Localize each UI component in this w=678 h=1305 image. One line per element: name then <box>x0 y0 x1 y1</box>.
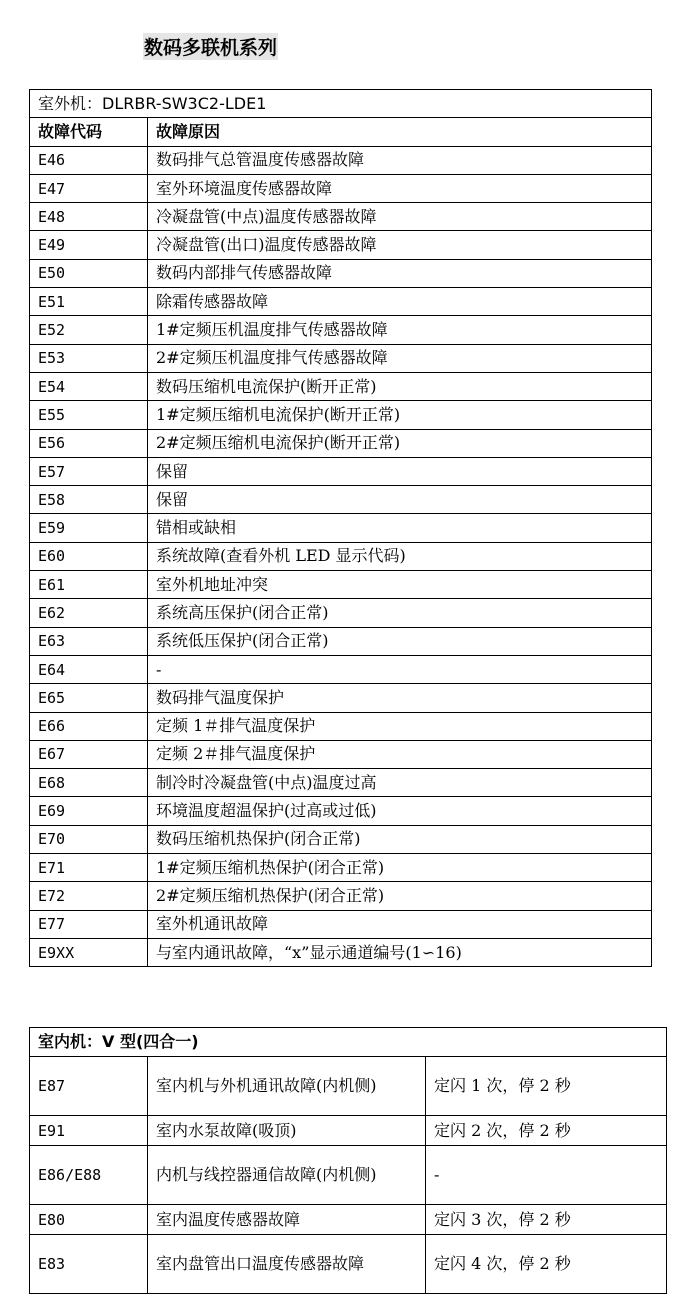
fault-code: E87 <box>30 1057 148 1116</box>
fault-cause: 制冷时冷凝盘管(中点)温度过高 <box>148 769 652 797</box>
fault-code: E83 <box>30 1235 148 1294</box>
table-row <box>30 712 652 740</box>
fault-code: E61 <box>30 571 148 599</box>
table-row <box>30 316 652 344</box>
fault-code: E86/E88 <box>30 1146 148 1205</box>
table-row <box>30 1146 667 1205</box>
fault-code: E70 <box>30 825 148 853</box>
fault-cause: 室内盘管出口温度传感器故障 <box>148 1235 426 1294</box>
fault-cause: 保留 <box>148 486 652 514</box>
table-row <box>30 769 652 797</box>
fault-cause: 室外环境温度传感器故障 <box>148 174 652 202</box>
fault-cause: 错相或缺相 <box>148 514 652 542</box>
fault-code: E58 <box>30 486 148 514</box>
table-row <box>30 571 652 599</box>
fault-cause: 1#定频压缩机热保护(闭合正常) <box>148 854 652 882</box>
fault-code: E67 <box>30 740 148 768</box>
table-row <box>30 429 652 457</box>
fault-cause: 2#定频压缩机热保护(闭合正常) <box>148 882 652 910</box>
fault-code: E91 <box>30 1116 148 1146</box>
fault-cause: 系统高压保护(闭合正常) <box>148 599 652 627</box>
fault-code: E66 <box>30 712 148 740</box>
fault-code: E53 <box>30 344 148 372</box>
flash-signal: 定闪 1 次，停 2 秒 <box>426 1057 667 1116</box>
fault-cause: 数码压缩机电流保护(断开正常) <box>148 372 652 400</box>
table-row <box>30 174 652 202</box>
table-row <box>30 797 652 825</box>
fault-code: E50 <box>30 259 148 287</box>
fault-cause: 1#定频压机温度排气传感器故障 <box>148 316 652 344</box>
table-row <box>30 684 652 712</box>
fault-code: E65 <box>30 684 148 712</box>
fault-code: E9XX <box>30 938 148 966</box>
fault-code: E51 <box>30 288 148 316</box>
fault-cause: 室外机地址冲突 <box>148 571 652 599</box>
outdoor-model-label: 室外机：DLRBR-SW3C2-LDE1 <box>30 90 652 118</box>
fault-code: E69 <box>30 797 148 825</box>
fault-code: E71 <box>30 854 148 882</box>
fault-cause: 数码排气温度保护 <box>148 684 652 712</box>
fault-cause: 系统低压保护(闭合正常) <box>148 627 652 655</box>
fault-cause: - <box>148 655 652 683</box>
table-row <box>30 1116 667 1146</box>
table-row <box>30 1205 667 1235</box>
fault-cause: 室外机通讯故障 <box>148 910 652 938</box>
outdoor-fault-table <box>29 89 652 967</box>
fault-code: E60 <box>30 542 148 570</box>
fault-code: E77 <box>30 910 148 938</box>
fault-code: E72 <box>30 882 148 910</box>
table-row <box>30 599 652 627</box>
table-row <box>30 259 652 287</box>
fault-code: E56 <box>30 429 148 457</box>
fault-code: E52 <box>30 316 148 344</box>
indoor-fault-table <box>29 1027 667 1294</box>
table-row <box>30 146 652 174</box>
table-row <box>30 938 652 966</box>
fault-code: E64 <box>30 655 148 683</box>
flash-signal: 定闪 2 次，停 2 秒 <box>426 1116 667 1146</box>
fault-code: E49 <box>30 231 148 259</box>
fault-cause: 冷凝盘管(出口)温度传感器故障 <box>148 231 652 259</box>
table-row <box>30 486 652 514</box>
table-row <box>30 203 652 231</box>
fault-cause: 内机与线控器通信故障(内机侧) <box>148 1146 426 1205</box>
column-header-cause: 故障原因 <box>148 118 652 146</box>
table-row <box>30 231 652 259</box>
flash-signal: 定闪 4 次，停 2 秒 <box>426 1235 667 1294</box>
outdoor-model-row <box>30 90 652 118</box>
fault-cause: 室内温度传感器故障 <box>148 1205 426 1235</box>
table-row <box>30 854 652 882</box>
indoor-title: 室内机：V 型(四合一) <box>30 1028 667 1057</box>
table-row <box>30 372 652 400</box>
fault-cause: 定频 1＃排气温度保护 <box>148 712 652 740</box>
fault-cause: 与室内通讯故障，“x”显示通道编号(1∽16) <box>148 938 652 966</box>
fault-cause: 保留 <box>148 457 652 485</box>
page-title: 数码多联机系列 <box>143 33 278 60</box>
fault-code: E68 <box>30 769 148 797</box>
table-header-row <box>30 118 652 146</box>
fault-cause: 室内机与外机通讯故障(内机侧) <box>148 1057 426 1116</box>
fault-code: E54 <box>30 372 148 400</box>
fault-cause: 冷凝盘管(中点)温度传感器故障 <box>148 203 652 231</box>
table-row <box>30 514 652 542</box>
fault-code: E55 <box>30 401 148 429</box>
fault-code: E46 <box>30 146 148 174</box>
table-row <box>30 740 652 768</box>
fault-cause: 数码压缩机热保护(闭合正常) <box>148 825 652 853</box>
indoor-title-row <box>30 1028 667 1057</box>
table-row <box>30 1235 667 1294</box>
fault-cause: 2#定频压缩机电流保护(断开正常) <box>148 429 652 457</box>
table-row <box>30 882 652 910</box>
fault-cause: 数码内部排气传感器故障 <box>148 259 652 287</box>
flash-signal: - <box>426 1146 667 1205</box>
table-row <box>30 401 652 429</box>
fault-cause: 室内水泵故障(吸顶) <box>148 1116 426 1146</box>
fault-code: E80 <box>30 1205 148 1235</box>
fault-cause: 1#定频压缩机电流保护(断开正常) <box>148 401 652 429</box>
table-row <box>30 542 652 570</box>
fault-cause: 数码排气总管温度传感器故障 <box>148 146 652 174</box>
fault-code: E48 <box>30 203 148 231</box>
table-row <box>30 288 652 316</box>
fault-code: E47 <box>30 174 148 202</box>
fault-cause: 定频 2＃排气温度保护 <box>148 740 652 768</box>
fault-cause: 除霜传感器故障 <box>148 288 652 316</box>
column-header-code: 故障代码 <box>30 118 148 146</box>
table-row <box>30 457 652 485</box>
table-row <box>30 344 652 372</box>
table-row <box>30 910 652 938</box>
fault-code: E62 <box>30 599 148 627</box>
table-row <box>30 627 652 655</box>
fault-cause: 环境温度超温保护(过高或过低) <box>148 797 652 825</box>
fault-code: E63 <box>30 627 148 655</box>
table-row <box>30 825 652 853</box>
flash-signal: 定闪 3 次，停 2 秒 <box>426 1205 667 1235</box>
fault-cause: 2#定频压机温度排气传感器故障 <box>148 344 652 372</box>
fault-cause: 系统故障(查看外机 LED 显示代码) <box>148 542 652 570</box>
table-row <box>30 655 652 683</box>
fault-code: E59 <box>30 514 148 542</box>
fault-code: E57 <box>30 457 148 485</box>
table-row <box>30 1057 667 1116</box>
